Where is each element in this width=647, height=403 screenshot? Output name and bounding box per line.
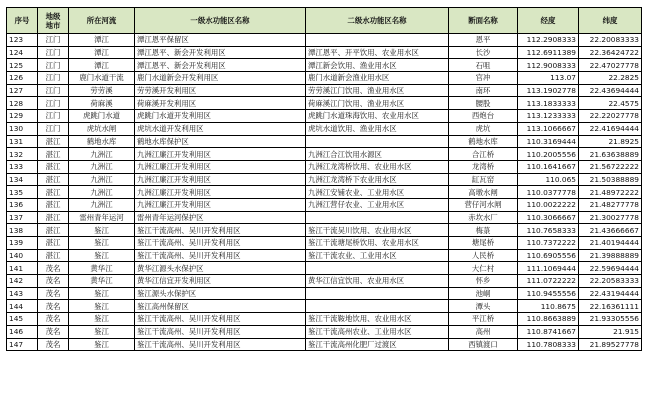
header-second-zone: 二级水功能区名称 [306,8,449,34]
cell-city: 湛江 [38,148,69,161]
cell-city: 湛江 [38,186,69,199]
cell-latitude: 22.43194444 [579,287,642,300]
cell-serial: 146 [7,325,38,338]
cell-first-zone: 虎跳门水道开发利用区 [135,110,306,123]
cell-longitude: 110.8663889 [518,313,579,326]
cell-first-zone: 鉴江干流高州、吴川开发利用区 [135,224,306,237]
table-row [7,59,642,72]
cell-river: 九洲江 [69,173,135,186]
cell-river: 九洲江 [69,198,135,211]
cell-longitude: 110.8675 [518,300,579,313]
cell-river: 黄华江 [69,275,135,288]
cell-section: 长沙 [449,46,518,59]
cell-latitude: 22.43694444 [579,84,642,97]
cell-serial: 125 [7,59,38,72]
header-latitude: 纬度 [579,8,642,34]
table-row [7,325,642,338]
cell-second-zone: 九洲江龙湾桥饮用、农业用水区 [306,160,449,173]
cell-city: 湛江 [38,173,69,186]
cell-serial: 127 [7,84,38,97]
cell-city: 江门 [38,46,69,59]
table-row [7,224,642,237]
cell-second-zone: 九洲江合江饮用水源区 [306,148,449,161]
cell-city: 江门 [38,110,69,123]
cell-latitude: 22.41694444 [579,122,642,135]
cell-latitude: 22.20083333 [579,34,642,47]
cell-city: 茂名 [38,325,69,338]
header-row [7,8,642,34]
cell-first-zone: 鉴江干流高州、吴川开发利用区 [135,338,306,351]
cell-first-zone: 鉴江干流高州、吴川开发利用区 [135,313,306,326]
cell-first-zone: 荷麻溪开发利用区 [135,97,306,110]
table-row [7,275,642,288]
cell-latitude: 21.56722222 [579,160,642,173]
cell-river: 鉴江 [69,249,135,262]
cell-latitude: 21.63638889 [579,148,642,161]
cell-second-zone: 九洲江营仔农业、工业用水区 [306,198,449,211]
cell-city: 江门 [38,34,69,47]
cell-section: 塘尾桥 [449,237,518,250]
cell-latitude: 21.89527778 [579,338,642,351]
table-row [7,211,642,224]
cell-second-zone [306,34,449,47]
cell-city: 茂名 [38,262,69,275]
cell-first-zone: 潭江恩平、新会开发利用区 [135,59,306,72]
cell-serial: 123 [7,34,38,47]
cell-first-zone: 劳劳溪开发利用区 [135,84,306,97]
cell-serial: 130 [7,122,38,135]
cell-first-zone: 鹤地水库保护区 [135,135,306,148]
cell-section: 官冲 [449,72,518,85]
cell-serial: 133 [7,160,38,173]
document-sheet [6,7,641,351]
cell-serial: 143 [7,287,38,300]
cell-first-zone: 虎坑水道开发利用区 [135,122,306,135]
cell-longitude: 110.2005556 [518,148,579,161]
cell-section: 池峒 [449,287,518,300]
cell-section: 大仁村 [449,262,518,275]
cell-second-zone [306,287,449,300]
cell-longitude: 113.1233333 [518,110,579,123]
cell-second-zone: 鉴江干流吴川饮用、农业用水区 [306,224,449,237]
cell-serial: 128 [7,97,38,110]
table-row [7,173,642,186]
cell-section: 西炮台 [449,110,518,123]
cell-second-zone [306,300,449,313]
cell-river: 鉴江 [69,313,135,326]
cell-longitude: 113.1902778 [518,84,579,97]
cell-first-zone: 九洲江廉江开发利用区 [135,160,306,173]
cell-section: 西镇渡口 [449,338,518,351]
cell-river: 鉴江 [69,338,135,351]
cell-river: 鉴江 [69,224,135,237]
cell-second-zone [306,262,449,275]
cell-section: 高州 [449,325,518,338]
table-row [7,110,642,123]
table-row [7,160,642,173]
cell-city: 茂名 [38,313,69,326]
header-longitude: 经度 [518,8,579,34]
cell-longitude: 110.7808333 [518,338,579,351]
cell-river: 九洲江 [69,148,135,161]
cell-river: 九洲江 [69,160,135,173]
cell-city: 湛江 [38,198,69,211]
cell-serial: 135 [7,186,38,199]
cell-first-zone: 九洲江廉江开发利用区 [135,198,306,211]
cell-river: 鉴江 [69,325,135,338]
cell-latitude: 21.8925 [579,135,642,148]
cell-longitude: 112.9008333 [518,59,579,72]
header-first-zone: 一级水功能区名称 [135,8,306,34]
header-city: 地级 地市 [38,8,69,34]
cell-first-zone: 鉴江干流高州、吴川开发利用区 [135,237,306,250]
table-row [7,338,642,351]
cell-longitude: 110.3169444 [518,135,579,148]
table-row [7,148,642,161]
cell-longitude: 112.6911389 [518,46,579,59]
cell-latitude: 21.48277778 [579,198,642,211]
cell-city: 江门 [38,84,69,97]
cell-river: 潭江 [69,46,135,59]
cell-section: 赤坎水厂 [449,211,518,224]
cell-longitude: 111.1069444 [518,262,579,275]
cell-river: 荷麻溪 [69,97,135,110]
cell-first-zone: 雷州青年运河保护区 [135,211,306,224]
cell-river: 虎跳门水道 [69,110,135,123]
cell-city: 湛江 [38,135,69,148]
table-row [7,249,642,262]
cell-first-zone: 黄华江源头水保护区 [135,262,306,275]
cell-city: 湛江 [38,211,69,224]
cell-serial: 140 [7,249,38,262]
cell-river: 九洲江 [69,186,135,199]
cell-serial: 141 [7,262,38,275]
cell-second-zone: 鉴江干流高州农业、工业用水区 [306,325,449,338]
cell-second-zone: 鉴江干流高州化肥厂过渡区 [306,338,449,351]
cell-river: 虎坑水闸 [69,122,135,135]
cell-river: 雷州青年运河 [69,211,135,224]
cell-river: 鉴江 [69,300,135,313]
cell-city: 江门 [38,59,69,72]
cell-latitude: 21.43666667 [579,224,642,237]
cell-section: 营仔河水闸 [449,198,518,211]
cell-serial: 142 [7,275,38,288]
cell-longitude: 110.0022222 [518,198,579,211]
cell-city: 湛江 [38,249,69,262]
cell-second-zone: 黄华江信宜饮用、农业用水区 [306,275,449,288]
cell-serial: 139 [7,237,38,250]
cell-longitude: 110.6905556 [518,249,579,262]
cell-city: 茂名 [38,300,69,313]
cell-river: 黄华江 [69,262,135,275]
table-body [7,34,642,351]
table-row [7,287,642,300]
cell-city: 江门 [38,97,69,110]
cell-second-zone: 潭江新会饮用、渔业用水区 [306,59,449,72]
table-row [7,262,642,275]
cell-serial: 144 [7,300,38,313]
water-function-zone-table [6,7,642,351]
cell-second-zone [306,135,449,148]
cell-second-zone: 劳劳溪江门饮用、渔业用水区 [306,84,449,97]
cell-second-zone: 九洲江龙湾桥下农业用水区 [306,173,449,186]
cell-second-zone: 鉴江干流鞍地饮用、农业用水区 [306,313,449,326]
cell-second-zone: 九洲江安铺农业、工业用水区 [306,186,449,199]
cell-river: 鹿门水道干流 [69,72,135,85]
cell-first-zone: 九洲江廉江开发利用区 [135,186,306,199]
table-row [7,34,642,47]
cell-second-zone: 虎跳门水道珠海饮用、农业用水区 [306,110,449,123]
cell-city: 湛江 [38,237,69,250]
table-row [7,84,642,97]
cell-longitude: 110.0377778 [518,186,579,199]
cell-city: 茂名 [38,338,69,351]
cell-latitude: 21.40194444 [579,237,642,250]
cell-section: 梅菉 [449,224,518,237]
table-row [7,46,642,59]
cell-river: 潭江 [69,59,135,72]
cell-latitude: 22.16361111 [579,300,642,313]
cell-second-zone: 鉴江干流塘尾桥饮用、农业用水区 [306,237,449,250]
cell-city: 湛江 [38,160,69,173]
cell-latitude: 21.50388889 [579,173,642,186]
cell-section: 石咀 [449,59,518,72]
cell-serial: 132 [7,148,38,161]
cell-first-zone: 鉴江干流高州、吴川开发利用区 [135,249,306,262]
cell-first-zone: 九洲江廉江开发利用区 [135,148,306,161]
table-row [7,186,642,199]
table-row [7,300,642,313]
cell-section: 合江桥 [449,148,518,161]
cell-longitude: 110.065 [518,173,579,186]
cell-section: 怀乡 [449,275,518,288]
cell-second-zone: 鹿门水道新会渔业用水区 [306,72,449,85]
cell-serial: 137 [7,211,38,224]
cell-city: 茂名 [38,287,69,300]
cell-longitude: 113.1833333 [518,97,579,110]
cell-latitude: 22.36424722 [579,46,642,59]
cell-serial: 147 [7,338,38,351]
cell-serial: 138 [7,224,38,237]
cell-second-zone [306,211,449,224]
cell-river: 劳劳溪 [69,84,135,97]
cell-longitude: 110.3066667 [518,211,579,224]
cell-longitude: 110.9455556 [518,287,579,300]
cell-section: 缸瓦窑 [449,173,518,186]
cell-first-zone: 九洲江廉江开发利用区 [135,173,306,186]
cell-section: 鹤地水库 [449,135,518,148]
cell-second-zone: 鉴江干流农业、工业用水区 [306,249,449,262]
cell-latitude: 22.59694444 [579,262,642,275]
cell-city: 湛江 [38,224,69,237]
cell-second-zone: 荷麻溪江门饮用、渔业用水区 [306,97,449,110]
cell-longitude: 112.2908333 [518,34,579,47]
cell-longitude: 113.07 [518,72,579,85]
cell-first-zone: 鹿门水道新会开发利用区 [135,72,306,85]
cell-city: 江门 [38,72,69,85]
cell-section: 潭头 [449,300,518,313]
cell-longitude: 113.1066667 [518,122,579,135]
table-header [7,8,642,34]
cell-latitude: 22.2825 [579,72,642,85]
cell-first-zone: 鉴江干流高州、吴川开发利用区 [135,325,306,338]
cell-longitude: 110.1641667 [518,160,579,173]
cell-serial: 129 [7,110,38,123]
cell-river: 鉴江 [69,287,135,300]
table-row [7,72,642,85]
cell-first-zone: 潭江恩平保留区 [135,34,306,47]
cell-river: 鉴江 [69,237,135,250]
cell-serial: 126 [7,72,38,85]
table-row [7,97,642,110]
cell-second-zone: 虎坑水道饮用、渔业用水区 [306,122,449,135]
cell-longitude: 111.0722222 [518,275,579,288]
cell-second-zone: 潭江恩平、开平饮用、农业用水区 [306,46,449,59]
cell-latitude: 21.915 [579,325,642,338]
cell-section: 龙湾桥 [449,160,518,173]
cell-section: 腰股 [449,97,518,110]
cell-section: 高墩水闸 [449,186,518,199]
cell-serial: 145 [7,313,38,326]
cell-section: 南环 [449,84,518,97]
cell-serial: 124 [7,46,38,59]
cell-longitude: 110.7372222 [518,237,579,250]
header-section: 断面名称 [449,8,518,34]
cell-river: 鹤地水库 [69,135,135,148]
cell-latitude: 22.47027778 [579,59,642,72]
cell-river: 潭江 [69,34,135,47]
cell-serial: 136 [7,198,38,211]
cell-section: 人民桥 [449,249,518,262]
cell-first-zone: 鉴江高州保留区 [135,300,306,313]
cell-latitude: 21.93305556 [579,313,642,326]
cell-latitude: 21.39888889 [579,249,642,262]
cell-latitude: 21.48972222 [579,186,642,199]
cell-section: 虎坑 [449,122,518,135]
table-row [7,122,642,135]
cell-first-zone: 潭江恩平、新会开发利用区 [135,46,306,59]
cell-first-zone: 鉴江源头水保护区 [135,287,306,300]
cell-first-zone: 黄华江信宜开发利用区 [135,275,306,288]
cell-latitude: 21.30027778 [579,211,642,224]
table-row [7,237,642,250]
header-serial: 序号 [7,8,38,34]
cell-longitude: 110.7658333 [518,224,579,237]
cell-serial: 131 [7,135,38,148]
table-row [7,135,642,148]
cell-city: 江门 [38,122,69,135]
cell-city: 茂名 [38,275,69,288]
cell-section: 恩平 [449,34,518,47]
cell-longitude: 110.8741667 [518,325,579,338]
cell-latitude: 22.20583333 [579,275,642,288]
table-row [7,313,642,326]
table-row [7,198,642,211]
cell-latitude: 22.4575 [579,97,642,110]
cell-section: 平江桥 [449,313,518,326]
header-river: 所在河流 [69,8,135,34]
cell-serial: 134 [7,173,38,186]
cell-latitude: 22.22027778 [579,110,642,123]
